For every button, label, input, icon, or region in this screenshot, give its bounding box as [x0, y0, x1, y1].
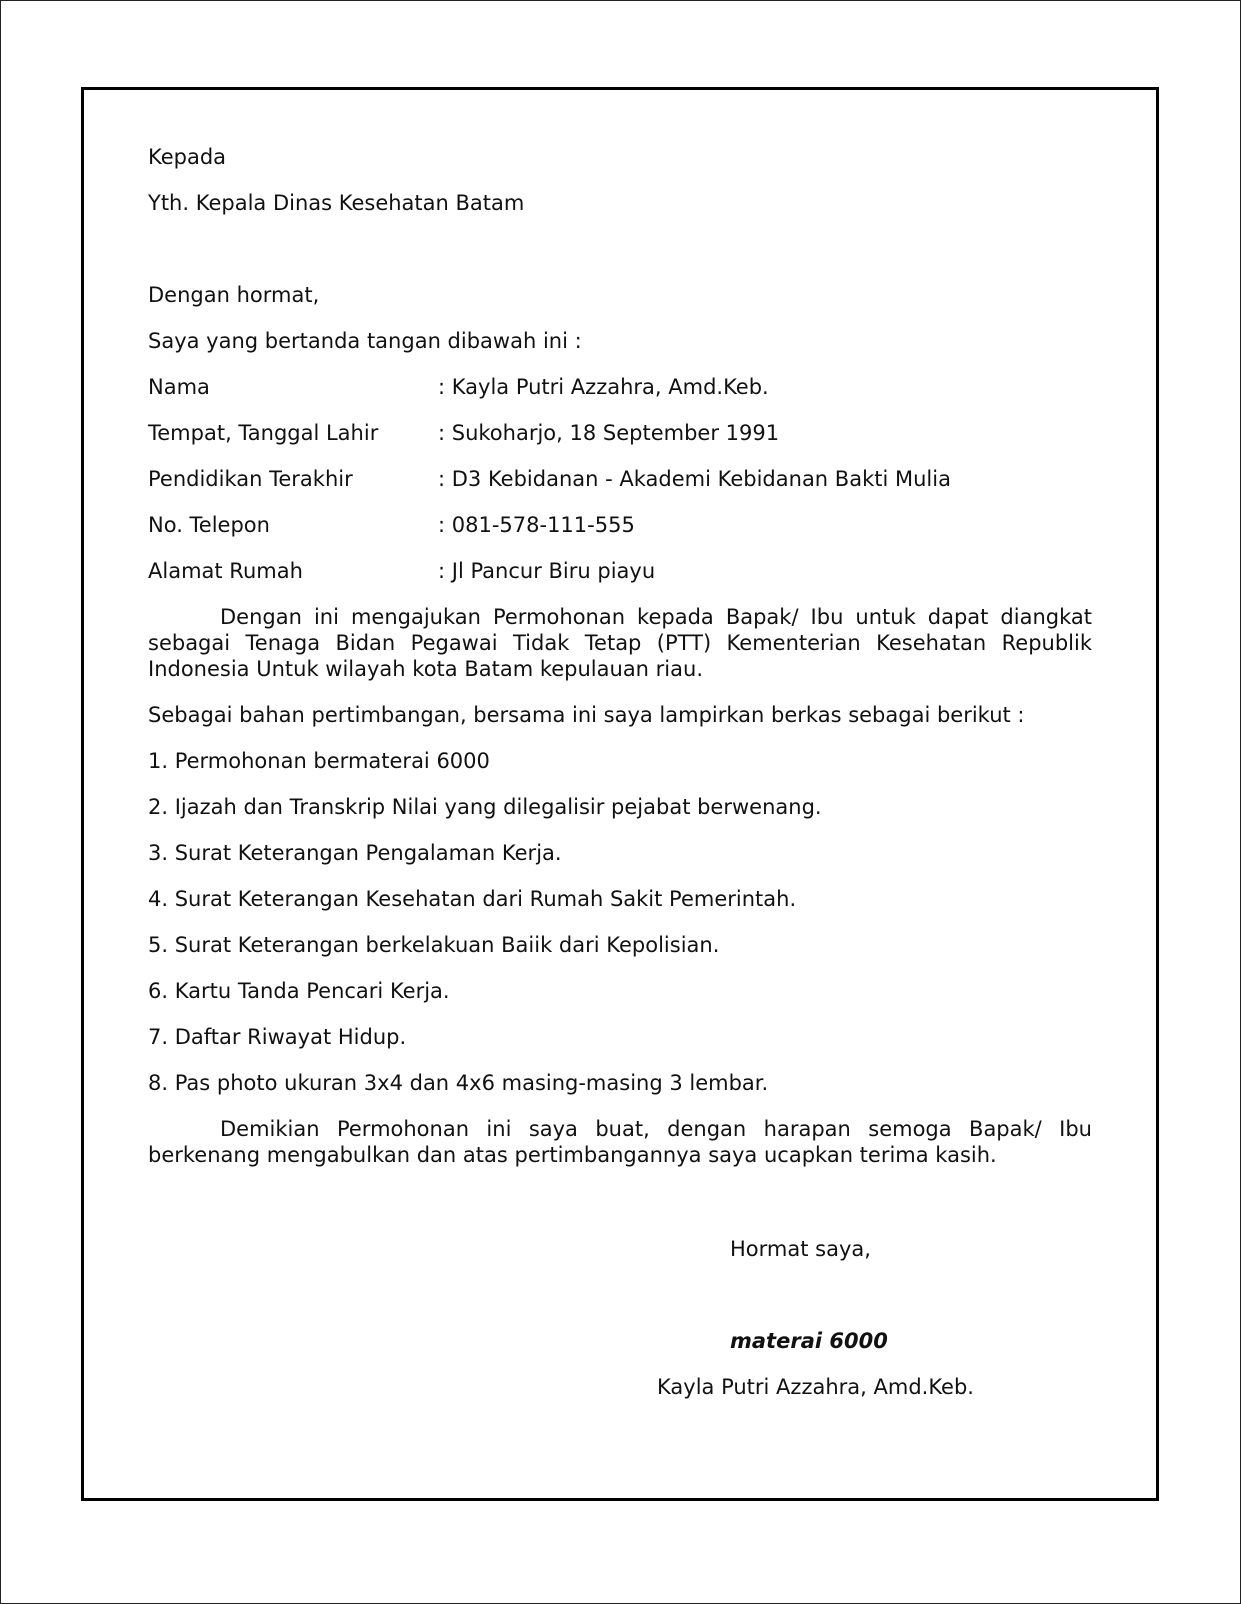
- attachment-item: 7. Daftar Riwayat Hidup.: [148, 1025, 407, 1049]
- attachment-item: 4. Surat Keterangan Kesehatan dari Rumah Sakit Pemerintah.: [148, 887, 797, 911]
- letter-body: [148, 144, 1092, 1188]
- request-paragraph: Dengan ini mengajukan Permohonan kepada Bapak/ Ibu untuk dapat diangkat sebagai Tenaga Bidan Pegawai Tidak Tetap (PTT) Kementerian Kesehatan Republik Indonesia Untuk wilayah kota Batam kepulauan riau.: [148, 605, 1092, 681]
- field-row-phone: [148, 512, 1092, 538]
- field-label: Tempat, Tanggal Lahir: [148, 421, 379, 445]
- field-label: Pendidikan Terakhir: [148, 467, 353, 491]
- attachment-item: 2. Ijazah dan Transkrip Nilai yang dilegalisir pejabat berwenang.: [148, 795, 822, 819]
- field-row-name: [148, 374, 1092, 400]
- attachment-item: 8. Pas photo ukuran 3x4 dan 4x6 masing-masing 3 lembar.: [148, 1071, 769, 1095]
- field-value: : Jl Pancur Biru piayu: [438, 559, 656, 583]
- intro-line: Saya yang bertanda tangan dibawah ini :: [148, 329, 582, 353]
- stamp-note: materai 6000: [730, 1329, 888, 1353]
- attachment-item: 1. Permohonan bermaterai 6000: [148, 749, 490, 773]
- closing-paragraph: Demikian Permohonan ini saya buat, dengan harapan semoga Bapak/ Ibu berkenang mengabulkan dan atas pertimbangannya saya ucapkan terima kasih.: [148, 1117, 1092, 1167]
- field-value: : 081-578-111-555: [438, 513, 635, 537]
- field-value: : Kayla Putri Azzahra, Amd.Keb.: [438, 375, 769, 399]
- signer-name: Kayla Putri Azzahra, Amd.Keb.: [657, 1375, 974, 1399]
- field-label: No. Telepon: [148, 513, 270, 537]
- field-row-education: [148, 466, 1092, 492]
- recipient-intro: Kepada: [148, 145, 227, 169]
- field-value: : D3 Kebidanan - Akademi Kebidanan Bakti Mulia: [438, 467, 951, 491]
- attachment-item: 3. Surat Keterangan Pengalaman Kerja.: [148, 841, 562, 865]
- attachment-item: 5. Surat Keterangan berkelakuan Baiik dari Kepolisian.: [148, 933, 720, 957]
- field-label: Alamat Rumah: [148, 559, 303, 583]
- field-label: Nama: [148, 375, 210, 399]
- regards: Hormat saya,: [730, 1237, 871, 1261]
- attachments-intro: Sebagai bahan pertimbangan, bersama ini saya lampirkan berkas sebagai berikut :: [148, 703, 1025, 727]
- field-row-address: [148, 558, 1092, 584]
- field-row-birth: [148, 420, 1092, 446]
- field-value: : Sukoharjo, 18 September 1991: [438, 421, 780, 445]
- attachment-item: 6. Kartu Tanda Pencari Kerja.: [148, 979, 450, 1003]
- recipient: Yth. Kepala Dinas Kesehatan Batam: [148, 191, 525, 215]
- salutation: Dengan hormat,: [148, 283, 320, 307]
